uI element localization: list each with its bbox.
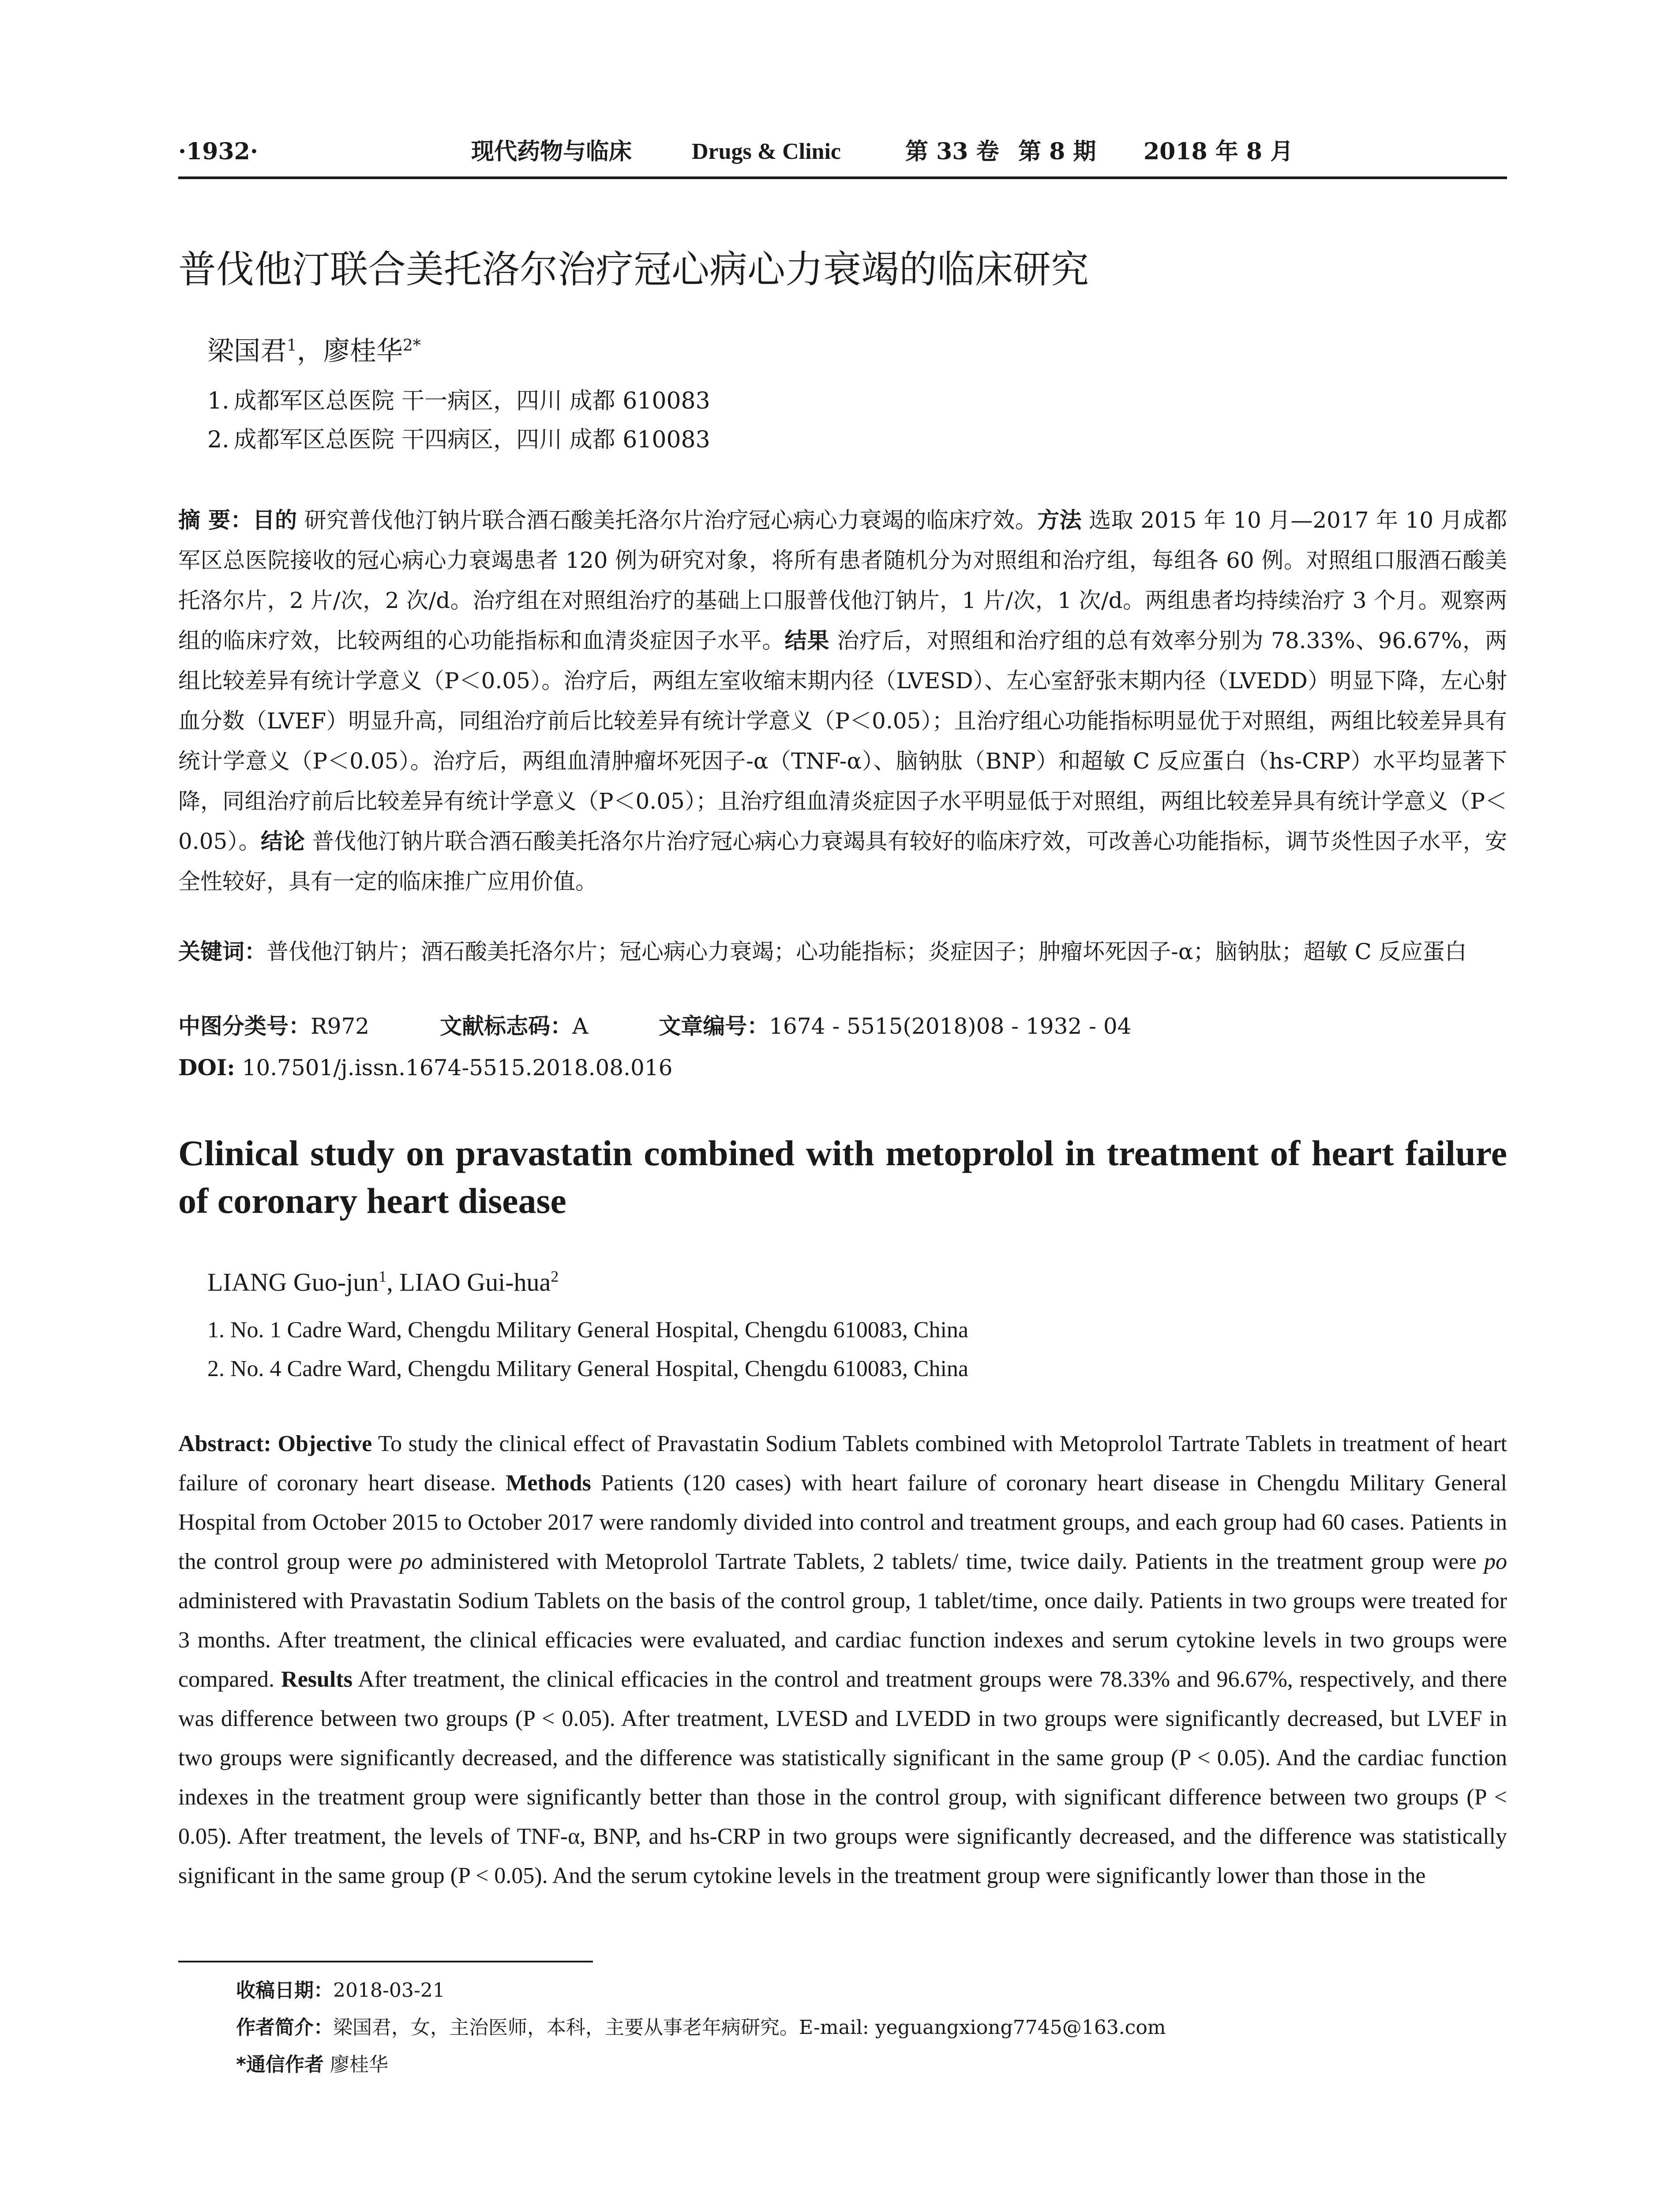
doi-value: 10.7501/j.issn.1674-5515.2018.08.016 [235,1055,673,1080]
classification-row [178,1013,1132,1039]
abstract-en-methods-3: administered with Pravastatin Sodium Tablets on the basis of the control group, 1 tablet/time, once daily. Patients in two groups were treated for 3 months. After treatment, the clinical efficacies were evaluated, and cardiac function indexes and serum cytokine levels in two groups were compared. [178,1588,1507,1692]
footnote-rule [178,1961,593,1962]
abstract-en-objective-label: Objective [278,1431,372,1456]
abstract-cn-methods-label: 方法 [1037,507,1082,533]
author-2-cn: 廖桂华 [323,336,403,367]
author-2-en-affil: 2 [551,1268,559,1285]
abstract-en-po-2: po [1484,1549,1507,1574]
abstract-cn-label: 摘 要： [178,507,253,533]
affiliation-cn-1-text: 成都军区总医院 干一病区，四川 成都 610083 [233,388,710,414]
journal-name-en: Drugs & Clinic [692,139,841,164]
abstract-en-methods-1: Patients (120 cases) with heart failure of coronary heart disease in Chengdu Military General Hospital from October 2015 to October 2017 were randomly divided into control and treatment groups, and each group had 60 cases. Patients in the control group were [178,1471,1507,1574]
footnote-received-value: 2018-03-21 [333,1979,445,2002]
journal-date: 2018 年 8 月 [1144,138,1294,165]
abstract-cn-methods: 选取 2015 年 10 月—2017 年 10 月成都军区总医院接收的冠心病心力衰竭患者 120 例为研究对象，将所有患者随机分为对照组和治疗组，每组各 60 例。对照组口服酒石酸美托洛尔片，2 片/次，2 次/d。治疗组在对照组治疗的基础上口服普伐他汀钠片，1 片/次，1 次/d。两组患者均持续治疗 3 个月。观察两组的临床疗效，比较两组的心功能指标和血清炎症因子水平。 [178,507,1507,653]
article-number-value: 1674 - 5515(2018)08 - 1932 - 04 [769,1013,1132,1039]
journal-name-cn: 现代药物与临床 [471,139,632,165]
title-en: Clinical study on pravastatin combined with metoprolol in treatment of heart failure of coronary heart disease [178,1133,1507,1221]
clc-label: 中图分类号： [178,1013,311,1039]
abstract-en-results-label: Results [281,1667,352,1692]
abstract-cn-objective: 研究普伐他汀钠片联合酒石酸美托洛尔片治疗冠心病心力衰竭的临床疗效。 [297,507,1038,533]
doi-row [178,1054,672,1081]
journal-issue: 第 8 期 [1018,138,1096,165]
footnote-corresponding-value: 廖桂华 [324,2053,389,2076]
doc-code-label: 文献标志码： [440,1013,573,1039]
abstract-en-methods-2: administered with Metoprolol Tartrate Tablets, 2 tablets/ time, twice daily. Patients in the treatment group were [423,1549,1484,1574]
author-2-en: LIAO Gui-hua [399,1268,551,1297]
footnote-author-value: 梁国君，女，主治医师，本科，主要从事老年病研究。E-mail: yeguangxiong7745@163.com [333,2016,1166,2039]
affiliation-cn-2-text: 成都军区总医院 干四病区，四川 成都 610083 [233,427,710,453]
abstract-cn-conclusion-label: 结论 [260,829,305,854]
clc-value: R972 [311,1013,370,1039]
affiliation-cn-2-num: 2. [207,427,229,453]
affiliation-cn-2 [207,426,710,454]
footnote-corresponding-label: *通信作者 [236,2053,324,2076]
affiliation-en-1: 1. No. 1 Cadre Ward, Chengdu Military General Hospital, Chengdu 610083, China [207,1317,969,1343]
footnote-received [236,1979,445,2003]
abstract-cn [178,500,1507,902]
affiliation-cn-1 [207,387,710,415]
affiliation-cn-1-num: 1. [207,388,229,414]
page-number: ·1932· [178,138,258,165]
authors-cn [207,335,421,367]
authors-en [207,1267,559,1297]
header-rule [178,176,1507,179]
keywords-cn-label: 关键词： [178,939,266,964]
doc-code-value: A [572,1013,589,1039]
abstract-cn-conclusion: 普伐他汀钠片联合酒石酸美托洛尔片治疗冠心病心力衰竭具有较好的临床疗效，可改善心功能指标，调节炎性因子水平，安全性较好，具有一定的临床推广应用价值。 [178,829,1508,894]
footnote-author [236,2016,1166,2040]
abstract-en-label: Abstract: [178,1431,278,1456]
author-1-cn: 梁国君 [207,336,287,367]
affiliation-en-2: 2. No. 4 Cadre Ward, Chengdu Military General Hospital, Chengdu 610083, China [207,1356,969,1381]
title-cn: 普伐他汀联合美托洛尔治疗冠心病心力衰竭的临床研究 [178,248,1089,292]
author-2-cn-affil: 2* [402,337,421,355]
keywords-cn-text: 普伐他汀钠片；酒石酸美托洛尔片；冠心病心力衰竭；心功能指标；炎症因子；肿瘤坏死因子-α；脑钠肽；超敏 C 反应蛋白 [266,939,1467,964]
doi-label: DOI: [178,1054,235,1080]
abstract-cn-results-label: 结果 [784,628,830,653]
abstract-en-objective: To study the clinical effect of Pravastatin Sodium Tablets combined with Metoprolol Tartrate Tablets in treatment of heart failure of coronary heart disease. [178,1431,1507,1496]
abstract-en-po-1: po [400,1549,423,1574]
abstract-cn-results: 治疗后，对照组和治疗组的总有效率分别为 78.33%、96.67%，两组比较差异有统计学意义（P＜0.05）。治疗后，两组左室收缩末期内径（LVESD）、左心室舒张末期内径（LVEDD）明显下降，左心射血分数（LVEF）明显升高，同组治疗前后比较差异有统计学意义（P＜0.05）；且治疗组心功能指标明显优于对照组，两组比较差异具有统计学意义（P＜0.05）。治疗后，两组血清肿瘤坏死因子-α（TNF-α）、脑钠肽（BNP）和超敏 C 反应蛋白（hs-CRP）水平均显著下降，同组治疗前后比较差异有统计学意义（P＜0.05）；且治疗组血清炎症因子水平明显低于对照组，两组比较差异具有统计学意义（P＜0.05）。 [178,628,1507,854]
author-separator-en: , [386,1268,400,1297]
abstract-cn-objective-label: 目的 [252,507,297,533]
abstract-en-methods-label: Methods [506,1471,591,1496]
author-separator-cn: ， [296,336,323,367]
keywords-cn [178,932,1507,972]
author-1-en: LIANG Guo-jun [207,1268,379,1297]
footnote-received-label: 收稿日期： [236,1979,333,2002]
author-1-en-affil: 1 [379,1268,387,1285]
article-number-label: 文章编号： [659,1013,769,1039]
abstract-en-results: After treatment, the clinical efficacies in the control and treatment groups were 78.33% and 96.67%, respectively, and there was difference between two groups (P < 0.05). After treatment, LVESD and LVEDD in two groups were significantly decreased, but LVEF in two groups were significantly decreased, and the difference was statistically significant in the same group (P < 0.05). And the cardiac function indexes in the treatment group were significantly better than those in the control group, with significant difference between two groups (P < 0.05). After treatment, the levels of TNF-α, BNP, and hs-CRP in two groups were significantly decreased, and the difference was statistically significant in the same group (P < 0.05). And the serum cytokine levels in the treatment group were significantly lower than those in the [178,1667,1507,1888]
footnote-author-label: 作者简介： [236,2016,333,2039]
author-1-cn-affil: 1 [287,337,297,355]
footnote-corresponding [236,2053,388,2077]
abstract-en [178,1424,1507,1895]
journal-volume: 第 33 卷 [905,138,999,165]
